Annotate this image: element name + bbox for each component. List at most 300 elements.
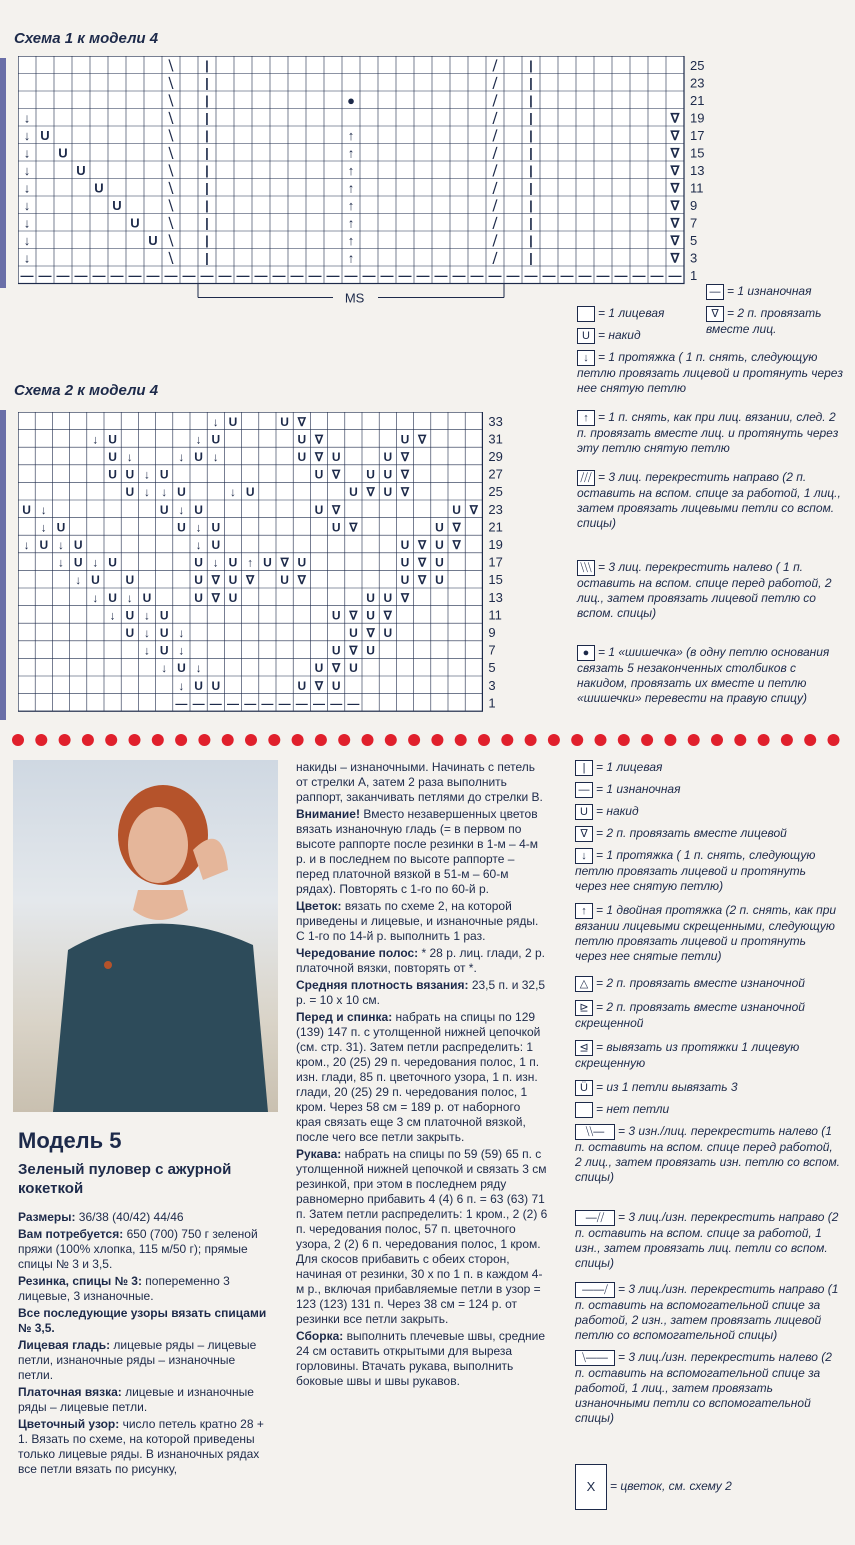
stitch-symbol: U: [130, 215, 140, 231]
paragraph-label: Перед и спинка:: [296, 1010, 393, 1024]
legend-item: [706, 306, 846, 337]
stitch-symbol: ↓: [23, 250, 31, 266]
row-number: 13: [690, 162, 705, 178]
stitch-symbol: ⧹: [168, 197, 174, 213]
legend-text: = 1 протяжка ( 1 п. снять, следующую петлю провязать лицевой и протянуть через нее снятую петлю: [577, 350, 843, 395]
schema2-title: Схема 2 к модели 4: [14, 382, 159, 399]
separator-dot: [664, 734, 676, 746]
row-number: 33: [488, 413, 503, 429]
separator-dot: [338, 734, 350, 746]
stitch-symbol: ∇: [400, 467, 410, 482]
stitch-symbol: ∇: [400, 485, 410, 500]
separator-dot: [222, 734, 234, 746]
legend-symbol: U: [575, 804, 593, 820]
model-subtitle: Зеленый пуловер с ажурной кокеткой: [18, 1161, 232, 1197]
stitch-symbol: U: [228, 590, 238, 605]
legend-text: = 1 изнаночная: [727, 284, 812, 298]
stitch-symbol: —: [344, 267, 358, 283]
paragraph-text: вязать по схеме 2, на которой приведены и лицевые, и изнаночные ряды. С 1-го по 14-й р. выполнить 1 раз.: [296, 899, 539, 943]
stitch-symbol: —: [272, 267, 286, 283]
stitch-symbol: U: [73, 555, 83, 570]
separator-dot: [59, 734, 71, 746]
stitch-symbol: |: [205, 250, 209, 266]
legend-item: [575, 1040, 840, 1071]
stitch-symbol: ↑: [347, 232, 355, 248]
legend-text: = из 1 петли вывязать 3: [596, 1080, 738, 1094]
stitch-symbol: ↑: [347, 180, 355, 196]
legend-item: [577, 328, 697, 344]
stitch-symbol: —: [506, 267, 520, 283]
stitch-symbol: U: [297, 432, 307, 447]
stitch-symbol: |: [205, 162, 209, 178]
stitch-symbol: U: [125, 573, 135, 588]
schema1-chart: [18, 56, 708, 316]
stitch-symbol: —: [261, 696, 274, 711]
stitch-symbol: U: [40, 127, 50, 143]
stitch-symbol: ∇: [297, 573, 306, 588]
stitch-symbol: ∇: [332, 661, 341, 676]
stitch-symbol: —: [175, 696, 188, 711]
stitch-symbol: —: [380, 267, 394, 283]
stitch-symbol: U: [112, 197, 122, 213]
separator-dot: [315, 734, 327, 746]
stitch-symbol: U: [177, 661, 186, 676]
stitch-symbol: ↓: [23, 180, 31, 196]
stitch-symbol: U: [280, 414, 289, 429]
stitch-symbol: ∇: [280, 555, 289, 570]
legend-item: [575, 1282, 840, 1343]
legend-item: [575, 1124, 840, 1185]
paragraph-label: Цветочный узор:: [18, 1417, 120, 1431]
stitch-symbol: |: [205, 127, 209, 143]
separator-dot: [711, 734, 723, 746]
stitch-symbol: —: [650, 267, 664, 283]
stitch-symbol: ∇: [383, 608, 392, 623]
stitch-symbol: U: [76, 162, 86, 178]
separator-dot: [408, 734, 420, 746]
stitch-symbol: ↓: [195, 520, 202, 535]
stitch-symbol: —: [668, 267, 682, 283]
row-number: 21: [690, 92, 705, 108]
stitch-symbol: U: [22, 502, 31, 517]
stitch-symbol: U: [108, 450, 117, 464]
stitch-symbol: U: [400, 432, 410, 447]
legend-item: [577, 470, 845, 531]
stitch-symbol: —: [182, 267, 196, 283]
row-number: 17: [690, 127, 705, 143]
stitch-symbol: |: [205, 197, 209, 213]
legend-text: = 2 п. провязать вместе изнаночной скрещенной: [575, 1000, 805, 1030]
legend-item: [575, 1102, 840, 1118]
paragraph: [296, 807, 548, 897]
paragraph: [18, 1417, 273, 1477]
stitch-symbol: U: [435, 555, 444, 570]
paragraph-text: 36/38 (40/42) 44/46: [75, 1210, 184, 1224]
legend-symbol: |: [575, 760, 593, 776]
stitch-symbol: ∇: [332, 502, 341, 517]
paragraph-text: набрать на спицы по 59 (59) 65 п. с утолщенной нижней цепочкой и связать 3 см резинкой, при этом в последнем ряду равномерно прибавить 4 (4) 6 п. = 63 (63) 71 п. Затем петли распределить: 1 кром., 2 (2) 6 п. чередования полос, 57 п. цветочного узора, 2 (2) 6 п. чередования полос, 1 кром. Для скосов прибавить с обеих сторон, начиная от резинки, 30 х по 1 п. в каждом 4-м р., включая прибавляемые петли в узор = 123 (123) 131 п. Через 38 см = 124 р. от резинки все петли закрыть.: [296, 1147, 548, 1326]
stitch-symbol: ⧹: [168, 145, 174, 161]
stitch-symbol: U: [159, 502, 169, 517]
separator-dot: [501, 734, 513, 746]
schema1-title: Схема 1 к модели 4: [14, 30, 159, 47]
stitch-symbol: ↓: [178, 643, 185, 658]
paragraph-text: лицевые ряды – лицевые петли, изнаночные ряды – изнаночные петли.: [18, 1338, 257, 1382]
stitch-symbol: ↓: [23, 538, 30, 552]
legend-symbol: ↓: [575, 848, 593, 864]
stitch-symbol: U: [383, 590, 393, 605]
stitch-symbol: ↓: [212, 414, 219, 429]
paragraph-text: число петель кратно 28 + 1. Вязать по схеме, на которой приведены только лицевые ряды. В изнаночных рядах все петли вязать по рисунку,: [18, 1417, 264, 1476]
paragraph: [18, 1210, 273, 1225]
stitch-symbol: —: [596, 267, 610, 283]
stitch-symbol: ∇: [349, 608, 358, 623]
legend-text: = 3 лиц./изн. перекрестить направо (1 п. оставить на вспомогательной спице за работой, 2 изн., затем провязать лицевой петлю со вспомогательной спицы): [575, 1282, 839, 1342]
legend-symbol: ⧹⧹—: [575, 1124, 615, 1140]
stitch-symbol: ⧸: [492, 110, 498, 126]
stitch-symbol: —: [560, 267, 574, 283]
stitch-symbol: ∇: [670, 110, 680, 126]
separator-dot: [478, 734, 490, 746]
stitch-symbol: ↓: [23, 215, 31, 231]
legend-item: [575, 1080, 840, 1096]
stitch-symbol: ↓: [161, 485, 168, 500]
stitch-symbol: ↓: [178, 450, 185, 464]
stitch-symbol: |: [205, 180, 209, 196]
stitch-symbol: U: [159, 643, 169, 658]
stitch-symbol: |: [529, 250, 533, 266]
stitch-symbol: —: [434, 267, 448, 283]
stitch-symbol: —: [308, 267, 322, 283]
stitch-symbol: —: [192, 696, 205, 711]
stitch-symbol: —: [452, 267, 466, 283]
paragraph: [18, 1274, 273, 1304]
stitch-symbol: —: [578, 267, 592, 283]
stitch-symbol: U: [366, 467, 375, 482]
stitch-symbol: |: [529, 215, 533, 231]
stitch-symbol: |: [529, 57, 533, 73]
stitch-symbol: |: [529, 145, 533, 161]
legend-item: [575, 976, 840, 992]
legend-item: [706, 284, 846, 300]
legend-text: = 3 лиц. перекрестить направо (2 п. оставить на вспом. спице за работой, 1 лиц., затем провязать лицевыми петли со вспом. спицы): [577, 470, 841, 530]
paragraph-text: накиды – изнаночными. Начинать с петель от стрелки A, затем 2 раза выполнить раппорт, заканчивать петлями до стрелки B.: [296, 760, 543, 804]
row-number: 25: [488, 484, 503, 500]
stitch-symbol: ∇: [349, 520, 358, 535]
stitch-symbol: ↓: [58, 555, 64, 570]
stitch-symbol: —: [278, 696, 291, 711]
stitch-symbol: ∇: [366, 626, 375, 640]
stitch-symbol: —: [326, 267, 340, 283]
legend-text: = 1 «шишечка» (в одну петлю основания связать 5 незаконченных столбиков с накидом, провязать их вместе и петлю «шишечки» перевести на правую спицу): [577, 645, 830, 705]
stitch-symbol: ↓: [92, 432, 99, 447]
legend-text: = 3 лиц. перекрестить налево ( 1 п. оставить на вспом. спице перед работой, 2 лиц., затем провязать лицевой петлю со вспом. спицы): [577, 560, 832, 620]
row-number: 19: [690, 110, 705, 126]
legend-item: [577, 350, 845, 396]
paragraph-label: Средняя плотность вязания:: [296, 978, 469, 992]
legend-text: = 1 лицевая: [598, 306, 665, 320]
paragraph: [296, 978, 548, 1008]
stitch-symbol: ⧹: [168, 162, 174, 178]
legend-item: [575, 760, 840, 776]
stitch-symbol: U: [314, 467, 324, 482]
stitch-symbol: —: [362, 267, 376, 283]
stitch-symbol: —: [542, 267, 556, 283]
stitch-symbol: ⧸: [492, 92, 498, 108]
stitch-symbol: —: [38, 267, 52, 283]
stitch-symbol: U: [159, 608, 169, 623]
stitch-symbol: ↑: [347, 145, 355, 161]
stitch-symbol: U: [194, 678, 203, 693]
row-number: 7: [488, 642, 496, 658]
stitch-symbol: ↓: [23, 145, 31, 161]
legend-text: = 3 лиц./изн. перекрестить направо (2 п. оставить на вспом. спице за работой, 1 изн., затем провязать лиц. петли со вспом. спицы): [575, 1210, 839, 1270]
paragraph-label: Рукава:: [296, 1147, 342, 1161]
legend-symbol: ∇: [575, 826, 593, 842]
stitch-symbol: U: [108, 432, 117, 447]
stitch-symbol: ↓: [161, 661, 168, 676]
legend-item: [575, 848, 840, 894]
model-title: Модель 5: [18, 1128, 122, 1153]
stitch-symbol: ⧸: [492, 232, 498, 248]
stitch-symbol: ↓: [92, 590, 99, 605]
separator-dot: [292, 734, 304, 746]
stitch-symbol: —: [290, 267, 304, 283]
stitch-symbol: —: [146, 267, 160, 283]
stitch-symbol: ↓: [195, 661, 202, 676]
stitch-symbol: U: [108, 590, 117, 605]
separator-dot: [455, 734, 467, 746]
legend-symbol: X: [575, 1464, 607, 1510]
page-edge-bar: [0, 58, 6, 288]
paragraph-label: Резинка, спицы № 3:: [18, 1274, 142, 1288]
legend-symbol: —⧸⧸: [575, 1210, 615, 1226]
separator-dot: [618, 734, 630, 746]
paragraph-label: Лицевая гладь:: [18, 1338, 111, 1352]
legend-item: [575, 903, 840, 964]
stitch-symbol: ∇: [670, 162, 680, 178]
row-number: 11: [488, 607, 502, 623]
stitch-symbol: |: [205, 215, 209, 231]
stitch-symbol: ⧸: [492, 162, 498, 178]
stitch-symbol: U: [435, 538, 444, 552]
stitch-symbol: ↓: [212, 555, 219, 570]
stitch-symbol: ∇: [314, 432, 324, 447]
model-photo-illustration: [13, 760, 278, 1112]
stitch-symbol: —: [632, 267, 646, 283]
stitch-symbol: —: [347, 696, 360, 711]
stitch-symbol: —: [254, 267, 268, 283]
stitch-symbol: |: [205, 145, 209, 161]
stitch-symbol: ⧸: [492, 145, 498, 161]
stitch-symbol: U: [58, 145, 68, 161]
paragraph-label: Чередование полос:: [296, 946, 419, 960]
paragraph-text: набрать на спицы по 129 (139) 147 п. с утолщенной нижней цепочкой (см. стр. 31). Затем петли распределить: 1 кром., 20 (25) 29 п. чередования полос, 1 п. изн. глади, 85 п. цветочного узора, 1 п. изн. глади, 20 (25) 29 п. чередования полос, 1 кром. Через 58 см = 189 р. от наборного края связать еще 3 см платочной вязкой, после чего все петли закрыть.: [296, 1010, 541, 1144]
stitch-symbol: ↓: [23, 162, 31, 178]
legend-text: = 1 п. снять, как при лиц. вязании, след. 2 п. провязать вместе лиц. и протянуть через эту петлю снятую петлю: [577, 410, 839, 455]
legend-symbol: ⊵: [575, 1000, 593, 1016]
stitch-symbol: U: [125, 467, 135, 482]
paragraph: [296, 946, 548, 976]
row-number: 5: [690, 232, 698, 248]
stitch-symbol: U: [148, 232, 158, 248]
stitch-symbol: U: [56, 520, 66, 535]
separator-dot: [245, 734, 257, 746]
legend-item: [575, 1000, 840, 1031]
stitch-symbol: U: [159, 626, 169, 640]
legend-item: [577, 560, 845, 621]
legend-symbol: —: [575, 782, 593, 798]
legend-text: = нет петли: [596, 1102, 670, 1116]
separator-dot: [734, 734, 746, 746]
stitch-symbol: U: [211, 520, 221, 535]
legend-symbol: [577, 306, 595, 322]
paragraph-text: Вместо незавершенных цветов вязать изнаночную гладь (= в первом по высоте раппорте после резинки в 1-м – 4-м р. и в последнем по высоте раппорте – перед платочной вязкой в 51-м – 60-м рядах). Повторять с 1-го по 60-й р.: [296, 807, 538, 896]
stitch-symbol: ∇: [418, 432, 427, 447]
stitch-symbol: |: [529, 92, 533, 108]
stitch-symbol: ↓: [144, 626, 150, 640]
stitch-symbol: —: [227, 696, 239, 711]
stitch-symbol: U: [125, 626, 135, 640]
separator-dot: [175, 734, 187, 746]
stitch-symbol: ⧸: [492, 75, 498, 91]
stitch-symbol: U: [228, 573, 238, 588]
stitch-symbol: ⧹: [168, 250, 174, 266]
row-number: 23: [488, 501, 503, 517]
paragraph-label: Внимание!: [296, 807, 360, 821]
row-number: 31: [488, 431, 503, 447]
stitch-symbol: ∇: [211, 590, 220, 605]
stitch-symbol: U: [194, 590, 203, 605]
legend-text: = накид: [596, 804, 639, 818]
paragraph-text: 650 (700) 750 г зеленой пряжи (100% хлопка, 115 м/50 г); прямые спицы № 3 и 3,5.: [18, 1227, 258, 1271]
stitch-symbol: U: [366, 590, 375, 605]
row-number: 17: [488, 554, 503, 570]
model-text-left: [18, 1210, 273, 1479]
stitch-symbol: U: [194, 502, 203, 517]
stitch-symbol: U: [142, 590, 152, 605]
separator-dot: [105, 734, 117, 746]
stitch-symbol: ∇: [400, 450, 410, 464]
row-number: 1: [690, 267, 698, 283]
stitch-symbol: |: [205, 57, 209, 73]
stitch-symbol: |: [529, 180, 533, 196]
paragraph-label: Размеры:: [18, 1210, 76, 1224]
legend-text: = 3 лиц./изн. перекрестить налево (2 п. оставить на вспомогательной спице за работой, 1 лиц., затем провязать изнаночными петли со вспомогательной спицы): [575, 1350, 832, 1425]
stitch-symbol: ⧹: [168, 92, 174, 108]
stitch-symbol: U: [125, 485, 135, 500]
row-number: 13: [488, 589, 503, 605]
stitch-symbol: ∇: [670, 250, 680, 266]
separator-dot: [595, 734, 607, 746]
legend-symbol: ●: [577, 645, 595, 661]
row-number: 9: [690, 197, 698, 213]
stitch-symbol: U: [211, 678, 221, 693]
legend-text: = вывязать из протяжки 1 лицевую скрещенную: [575, 1040, 800, 1070]
separator-dot: [12, 734, 24, 746]
paragraph: [296, 1147, 548, 1327]
stitch-symbol: U: [366, 608, 375, 623]
stitch-symbol: U: [177, 520, 186, 535]
separator-dot: [198, 734, 210, 746]
stitch-symbol: U: [331, 520, 341, 535]
stitch-symbol: U: [159, 467, 169, 482]
row-number: 3: [690, 250, 698, 266]
stitch-symbol: ↓: [40, 502, 47, 517]
schema2-chart: [18, 412, 528, 720]
stitch-symbol: |: [529, 110, 533, 126]
separator-dot: [268, 734, 280, 746]
legend-item: [575, 826, 840, 842]
stitch-symbol: U: [314, 661, 324, 676]
stitch-symbol: —: [74, 267, 88, 283]
stitch-symbol: ∇: [469, 502, 478, 517]
stitch-symbol: U: [452, 502, 461, 517]
stitch-symbol: ↑: [347, 215, 355, 231]
stitch-symbol: |: [529, 197, 533, 213]
stitch-symbol: U: [94, 180, 104, 196]
paragraph-label: Вам потребуется:: [18, 1227, 124, 1241]
row-number: 23: [690, 75, 705, 91]
row-number: 27: [488, 466, 503, 482]
legend-item: [575, 1350, 840, 1426]
stitch-symbol: ⧹: [168, 75, 174, 91]
paragraph: [18, 1385, 273, 1415]
separator-dot: [688, 734, 700, 746]
stitch-symbol: U: [331, 450, 341, 464]
legend-symbol: ⧸⧸⧸: [577, 470, 595, 486]
stitch-symbol: ⧸: [492, 250, 498, 266]
stitch-symbol: ↓: [195, 432, 202, 447]
stitch-symbol: ↓: [126, 590, 133, 605]
stitch-symbol: —: [164, 267, 178, 283]
stitch-symbol: ↓: [109, 608, 116, 623]
stitch-symbol: ↓: [40, 520, 47, 535]
stitch-symbol: ∇: [670, 180, 680, 196]
stitch-symbol: U: [280, 573, 289, 588]
paragraph-label: Сборка:: [296, 1329, 344, 1343]
row-number: 9: [488, 625, 496, 640]
separator-dot: [152, 734, 164, 746]
stitch-symbol: —: [244, 696, 257, 711]
stitch-symbol: —: [614, 267, 628, 283]
stitch-symbol: ∇: [349, 643, 358, 658]
stitch-symbol: |: [205, 232, 209, 248]
paragraph: [18, 1338, 273, 1383]
legend-symbol: ——⧸: [575, 1282, 615, 1298]
row-number: 15: [690, 145, 705, 161]
row-number: 25: [690, 57, 705, 73]
stitch-symbol: U: [400, 573, 410, 588]
stitch-symbol: ∇: [314, 450, 324, 464]
stitch-symbol: U: [108, 555, 117, 570]
stitch-symbol: —: [218, 267, 232, 283]
stitch-symbol: ⧹: [168, 127, 174, 143]
stitch-symbol: U: [435, 573, 444, 588]
stitch-symbol: ∇: [452, 520, 461, 535]
stitch-symbol: ↓: [23, 197, 31, 213]
legend-text: = 3 изн./лиц. перекрестить налево (1 п. оставить на вспом. спице перед работой, 2 лиц., затем провязать изн. петлю со вспом. спицы): [575, 1124, 841, 1184]
separator-dot: [548, 734, 560, 746]
stitch-symbol: —: [209, 696, 222, 711]
separator-dot: [129, 734, 141, 746]
stitch-symbol: ⧸: [492, 57, 498, 73]
paragraph: [296, 899, 548, 944]
stitch-symbol: U: [194, 450, 203, 464]
paragraph-label: Цветок:: [296, 899, 342, 913]
stitch-symbol: ↓: [58, 538, 64, 552]
stitch-symbol: —: [200, 267, 214, 283]
